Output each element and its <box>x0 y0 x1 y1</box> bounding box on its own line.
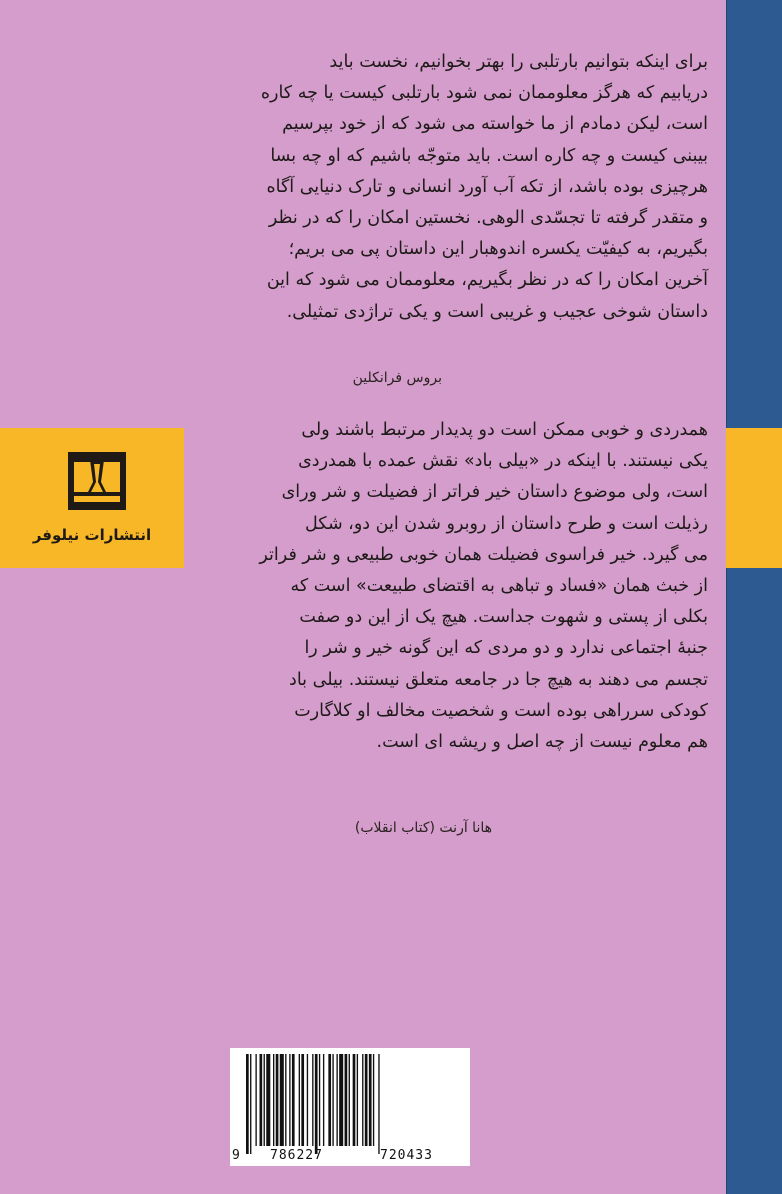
publisher-name: انتشارات نیلوفر <box>32 526 152 544</box>
quote-line: داستان شوخی عجیب و غریبی است و یکی تراژدی تمثیلی. <box>286 301 708 322</box>
quote-line: است، ولی موضوع داستان خیر فراتر از فضیلت و شر ورای <box>281 482 708 503</box>
quote-line: و متقدر گرفته تا تجسّدی الوهی. نخستین امکان را که در نظر <box>268 208 708 229</box>
isbn-barcode <box>230 1048 470 1166</box>
quote-line: جنبهٔ اجتماعی ندارد و دو مردی که این گونه خیر و شر را <box>304 638 708 659</box>
spine-yellow-band <box>726 428 782 568</box>
quote-line: تجسم می دهند به هیچ جا در جامعه متعلق نیستند. بیلی باد <box>289 669 708 690</box>
quote-line: همدردی و خوبی ممکن است دو پدیدار مرتبط باشند ولی <box>301 420 708 440</box>
quote-line: می گیرد. خیر فراسوی فضیلت همان خوبی طبیعی و شر فراتر <box>259 544 708 565</box>
quote-line: رذیلت است و طرح داستان از روبرو شدن این دو، شکل <box>305 513 708 534</box>
quote-line: بیبنی کیست و چه کاره است. باید متوجّه باشیم که او چه بسا <box>270 145 708 166</box>
quote-line: کودکی سرراهی بوده است و شخصیت مخالف او کلاگارت <box>294 700 708 721</box>
quote-line: برای اینکه بتوانیم بارتلبی را بهتر بخوانیم، نخست باید <box>329 52 708 72</box>
quote-line: هم معلوم نیست از چه اصل و ریشه ای است. <box>376 732 708 753</box>
quote-line: هرچیزی بوده باشد، از تکه آب آورد انسانی و تارک دنیایی آگاه <box>266 176 708 197</box>
publisher-logo-block <box>0 428 184 568</box>
blurb-quote-arendt <box>212 415 708 758</box>
quote-line: است، لیکن دمادم از ما خواسته می شود که از خود بپرسیم <box>282 114 708 135</box>
barcode-bars-icon <box>230 1048 470 1166</box>
barcode-digits-group2: 720433 <box>380 1148 433 1163</box>
quote-line: از خبث همان «فساد و تباهی به اقتضای طبیعت» است که <box>290 576 708 597</box>
barcode-digits-group1: 786227 <box>270 1148 323 1163</box>
book-spine <box>726 0 782 1194</box>
blurb-quote-franklin <box>212 47 708 328</box>
quote-line: دریابیم که هرگز معلوممان نمی شود بارتلبی کیست یا چه کاره <box>260 83 708 104</box>
quote-line: یکی نیستند. با اینکه در «بیلی باد» نقش عمده با همدردی <box>298 451 708 472</box>
book-and-pen-logo-icon <box>68 452 126 510</box>
quote-author-franklin: بروس فرانکلین <box>352 370 442 386</box>
barcode-lead-digit: 9 <box>232 1148 241 1163</box>
quote-author-arendt: هانا آرنت (کتاب انقلاب) <box>354 820 492 836</box>
quote-line: بگیریم، به کیفیّت یکسره اندوهبار این داستان پی می بریم؛ <box>288 239 708 260</box>
quote-line: بکلی از پستی و شهوت جداست. هیچ یک از این دو صفت <box>299 607 708 628</box>
quote-line: آخرین امکان را که در نظر بگیریم، معلوممان می شود که این <box>266 270 708 291</box>
